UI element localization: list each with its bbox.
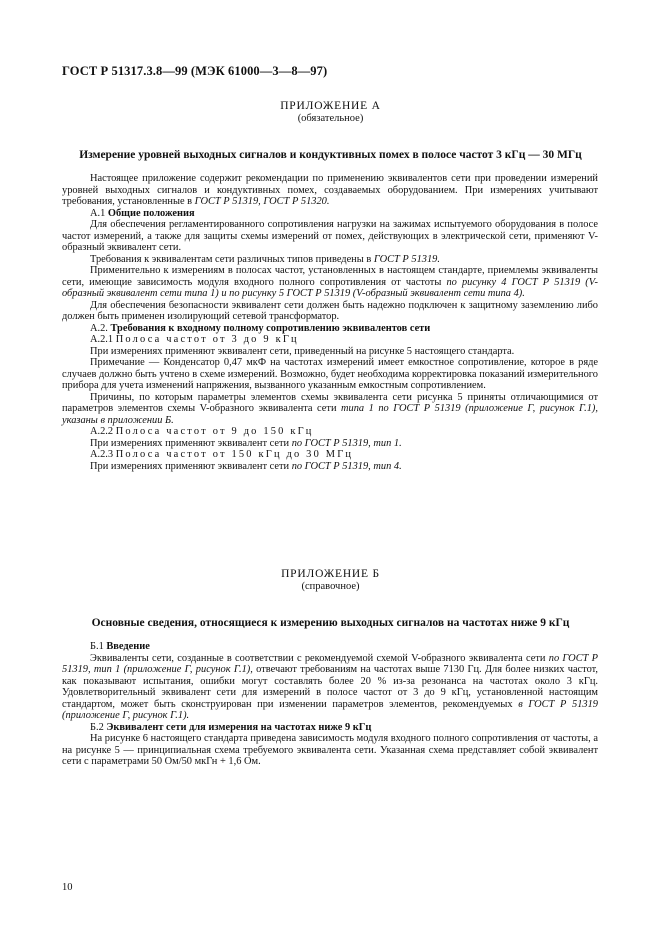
appendix-a-title: ПРИЛОЖЕНИЕ А — [280, 100, 381, 112]
section-heading: Б.1 Введение — [90, 641, 150, 652]
paragraph: При измерениях применяют эквивалент сети, приведенный на рисунке 5 настоящего стандарта. — [90, 345, 515, 357]
page-number: 10 — [62, 882, 73, 893]
appendix-b-heading: Основные сведения, относящиеся к измерению выходных сигналов на частотах ниже 9 кГц — [91, 617, 570, 629]
document-header: ГОСТ Р 51317.3.8—99 (МЭК 61000—3—8—97) — [62, 64, 328, 78]
appendix-b-title: ПРИЛОЖЕНИЕ Б — [281, 568, 380, 580]
paragraph: Эквиваленты сети, созданные в соответствии с рекомендуемой схемой V-образного эквивалента сети по ГОСТ Р 51319, тип 1 (приложение Г, рисунок Г.1), отвечают требованиям на частотах выше 7130 Гц. Для более низких частот, как показывают испытания, ошибки могут составлять более 20 % из-за резонанса на частотах около 3 кГц. Удовлетворительный эквивалент сети для измерений в полосе частот от 3 до 9 кГц, установленной настоящим стандартом, может быть сконструирован при изменении параметров элементов, рекомендуемых в ГОСТ Р 51319 (приложение Г, рисунок Г.1). — [62, 652, 598, 721]
appendix-a-subtitle: (обязательное) — [297, 113, 364, 124]
paragraph: При измерениях применяют эквивалент сети по ГОСТ Р 51319, тип 4. — [90, 460, 402, 472]
paragraph: Применительно к измерениям в полосах частот, установленных в настоящем стандарте, приемлемы эквиваленты сети, имеющие зависимость модуля входного полного сопротивления от частоты по рисунку 4 ГОСТ Р 51319 (V-образный эквивалент сети типа 1) и по рисунку 5 ГОСТ Р 51319 (V-образный эквивалент сети типа 4). — [62, 265, 598, 299]
section-heading: Б.2 Эквивалент сети для измерения на частотах ниже 9 кГц — [90, 721, 372, 733]
section-heading: А.2.2 Полоса частот от 9 до 150 кГц — [90, 426, 314, 437]
paragraph: Причины, по которым параметры элементов схемы эквивалента сети рисунка 5 приняты отличающимися от параметров элементов схемы V-образного эквивалента сети типа 1 по ГОСТ Р 51319 (приложение Г, рисунок Г.1), указаны в приложении Б. — [62, 391, 598, 426]
paragraph: Для обеспечения регламентированного сопротивления нагрузки на зажимах испытуемого оборудования в полосе частот измерений, а также для защиты схемы измерений от помех, действующих в электрической сети, применяют V-образный эквивалент сети. — [62, 219, 598, 253]
appendix-a-heading: Измерение уровней выходных сигналов и кондуктивных помех в полосе частот 3 кГц — 30 МГц — [79, 149, 582, 161]
paragraph: Настоящее приложение содержит рекомендации по применению эквивалентов сети при проведении измерений уровней выходных сигналов и кондуктивных помех, создаваемых оборудованием. При измерениях учитывают требования, установленные в ГОСТ Р 51319, ГОСТ Р 51320. — [62, 173, 598, 207]
appendix-b-body — [62, 641, 598, 768]
paragraph: При измерениях применяют эквивалент сети по ГОСТ Р 51319, тип 1. — [90, 437, 402, 449]
appendix-a-body — [62, 173, 598, 472]
appendix-b-subtitle: (справочное) — [301, 581, 360, 592]
paragraph: На рисунке 6 настоящего стандарта приведена зависимость модуля входного полного сопротивления от частоты, а на рисунке 5 — принципиальная схема требуемого эквивалента сети. Указанная схема представляет собой эквивалент сети с параметрами 50 Ом/50 мкГн + 1,6 Ом. — [62, 733, 598, 767]
section-heading: А.2.3 Полоса частот от 150 кГц до 30 МГц — [90, 449, 354, 460]
section-heading: А.1 Общие положения — [90, 207, 195, 219]
section-heading: А.2. Требования к входному полному сопротивлению эквивалентов сети — [90, 322, 431, 334]
paragraph: Для обеспечения безопасности эквивалент сети должен быть надежно подключен к защитному заземлению либо должен быть применен изолирующий сетевой трансформатор. — [62, 299, 598, 322]
note: Примечание — Конденсатор 0,47 мкФ на частотах измерений имеет емкостное сопротивление, которое в ряде случаев должно быть учтено в схеме измерений. Возможно, будет необходима корректировка показаний измерительного прибора для учета изменений напряжения, вызванного указанным емкостным сопротивлением. — [62, 357, 598, 391]
paragraph: Требования к эквивалентам сети различных типов приведены в ГОСТ Р 51319. — [90, 253, 440, 265]
section-heading: А.2.1 Полоса частот от 3 до 9 кГц — [90, 334, 299, 345]
